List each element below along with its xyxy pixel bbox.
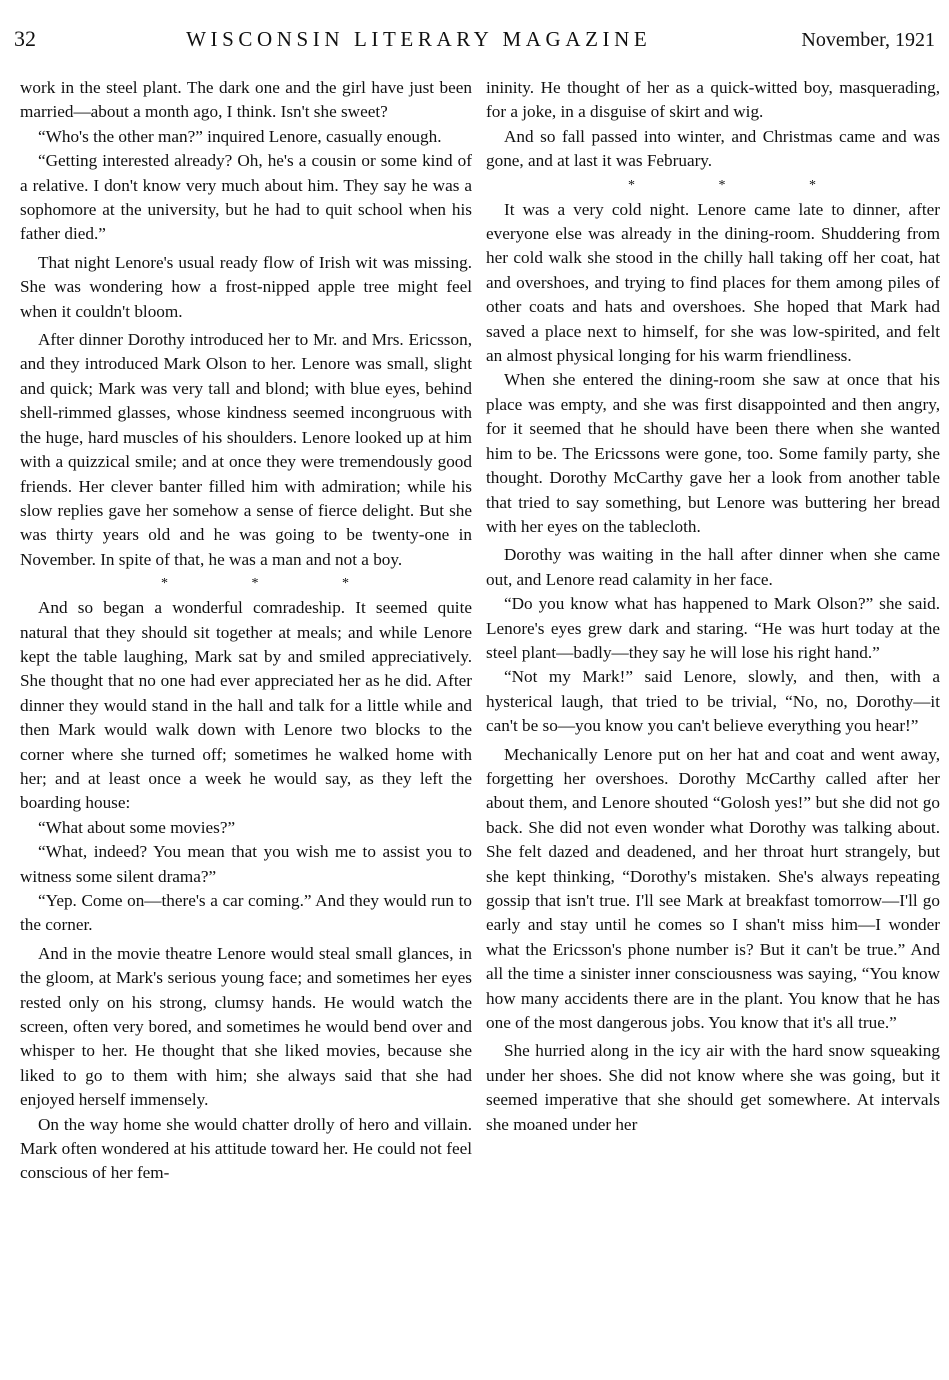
paragraph: “Not my Mark!” said Lenore, slowly, and then, with a hysterical laugh, that tried to be trivial, “No, no, Dorothy—it can't be so—you know you can't believe everything you hear!” bbox=[486, 667, 940, 736]
paragraph: She hurried along in the icy air with the hard snow squeaking under her shoes. She did not know where she was going, but it seemed imperative that she should get somewhere. At intervals she moaned under her bbox=[486, 1041, 940, 1134]
paragraph: That night Lenore's usual ready flow of Irish wit was missing. She was wondering how a frost-nipped apple tree might feel when it couldn't bloom. bbox=[20, 252, 472, 321]
paragraph: After dinner Dorothy introduced her to Mr. and Mrs. Ericsson, and they introduced Mark Olson to her. Lenore was small, slight and quick; Mark was very tall and blond; with blue eyes, behind shell-rimmed glasses, whose kindness seemed incongruous with the huge, hard muscles of his shoulders. Lenore looked up at him with a quizzical smile; and at once they were tremendously good friends. Her clever banter filled him with admiration; while his slow replies gave her somehow a sense of fierce delight. But she was thirty years old and he was going to be twenty-one in November. In spite of that, he was a man and not a boy. bbox=[20, 330, 472, 569]
paragraph: “Do you know what has happened to Mark Olson?” she said. Lenore's eyes grew dark and staring. “He was hurt today at the steel plant—badly—they say he will lose his right hand.” bbox=[486, 594, 940, 662]
right-column bbox=[486, 76, 940, 1137]
running-header bbox=[14, 26, 935, 58]
paragraph: And in the movie theatre Lenore would steal small glances, in the gloom, at Mark's serious young face; and sometimes her eyes rested only on his strong, clumsy hands. He would watch the screen, often very bored, and sometimes he would bend over and whisper to her. He thought that she liked movies, because she liked to go to them with him; she always said that she had enjoyed herself immensely. bbox=[20, 943, 472, 1110]
paragraph: On the way home she would chatter drolly of hero and villain. Mark often wondered at his attitude toward her. He could not feel conscious of her fem- bbox=[20, 1114, 472, 1183]
section-separator: * * * bbox=[161, 576, 389, 592]
paragraph: Mechanically Lenore put on her hat and coat and went away, forgetting her overshoes. Dorothy McCarthy called after her about them, and Lenore shouted “Golosh yes!” but she did not go back. She did not even wonder what Dorothy was talking about. She felt dazed and deadened, and her throat hurt strangely, but she kept thinking, “Dorothy's mistaken. She's always repeating gossip that isn't true. I'll see Mark at breakfast tomorrow—I'll go early and stay until he comes so I shan't miss him—I wonder what the Ericsson's phone number is? But it can't be true.” And all the time a sinister inner consciousness was saying, “You know how many accidents there are in the plant. You know that he has one of the most dangerous jobs. You know that it's all true.” bbox=[486, 744, 940, 1033]
paragraph: And so began a wonderful comradeship. It seemed quite natural that they should sit together at meals; and while Lenore kept the table laughing, Mark sat by and smiled appreciatively. She thought that no one had ever appreciated her as he did. After dinner they would stand in the hall and talk for a little while and then Mark would walk down with Lenore two blocks to the corner where she turned off; sometimes he walked home with her; and at least once a week he would say, as they left the boarding house: bbox=[20, 598, 472, 813]
paragraph: When she entered the dining-room she saw at once that his place was empty, and she was first disappointed and then angry, for it seemed that he should have been there when she wanted him to be. The Ericssons were gone, too. Some family party, she thought. Dorothy McCarthy gave her a look from another table that tried to say something, but Lenore was buttering her bread with her eyes on the tablecloth. bbox=[486, 370, 940, 536]
paragraph: It was a very cold night. Lenore came late to dinner, after everyone else was already in the dining-room. Shuddering from her cold walk she stood in the chilly hall taking off her coat, hat and overshoes, and trying to find places for them among piles of other coats and hats and overshoes. She hoped that Mark had saved a place next to himself, for she was low-spirited, and felt an almost physical longing for his warm friendliness. bbox=[486, 199, 940, 366]
issue-date: November, 1921 bbox=[801, 29, 935, 51]
paragraph: “Getting interested already? Oh, he's a cousin or some kind of a relative. I don't know very much about him. They say he was a sophomore at the university, but he had to quit school when his father died.” bbox=[20, 151, 472, 244]
paragraph: Dorothy was waiting in the hall after dinner when she came out, and Lenore read calamity in her face. bbox=[486, 545, 940, 589]
paragraph: work in the steel plant. The dark one and the girl have just been married—about a month ago, I think. Isn't she sweet? bbox=[20, 78, 472, 122]
paragraph: And so fall passed into winter, and Christmas came and was gone, and at last it was February. bbox=[486, 126, 940, 171]
paragraph: “Yep. Come on—there's a car coming.” And they would run to the corner. bbox=[20, 891, 472, 935]
magazine-title: WISCONSIN LITERARY MAGAZINE bbox=[186, 27, 652, 51]
page-number: 32 bbox=[14, 26, 36, 51]
paragraph: ininity. He thought of her as a quick-witted boy, masquerading, for a joke, in a disguise of skirt and wig. bbox=[486, 78, 940, 122]
section-separator: * * * bbox=[628, 177, 856, 193]
paragraph: “What about some movies?” bbox=[38, 817, 236, 837]
left-column bbox=[20, 76, 472, 1186]
paragraph: “What, indeed? You mean that you wish me to assist you to witness some silent drama?” bbox=[20, 842, 472, 886]
paragraph: “Who's the other man?” inquired Lenore, casually enough. bbox=[38, 126, 442, 146]
